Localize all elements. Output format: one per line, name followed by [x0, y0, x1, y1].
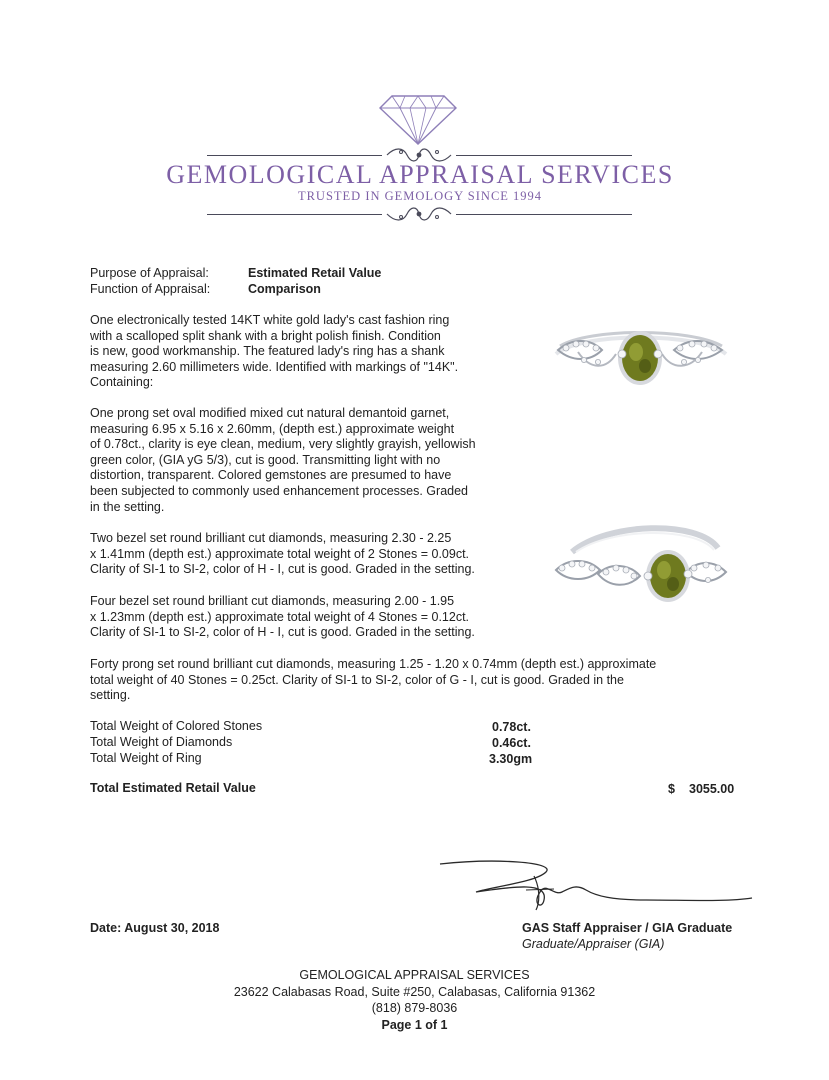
purpose-value: Estimated Retail Value [248, 266, 382, 280]
appraisal-date: Date: August 30, 2018 [90, 921, 220, 935]
flourish-ornament-bottom-icon [383, 204, 455, 224]
company-tagline: TRUSTED IN GEMOLOGY SINCE 1994 [297, 189, 543, 203]
total-retail-value-label: Total Estimated Retail Value [90, 781, 256, 795]
header-top-rule-left [207, 155, 382, 156]
diamonds-weight-value: 0.46ct. [492, 736, 531, 750]
colored-stones-weight-label: Total Weight of Colored Stones [90, 719, 263, 733]
appraiser-signature-icon [436, 856, 754, 916]
currency-symbol: $ [668, 782, 675, 796]
company-title: GEMOLOGICAL APPRAISAL SERVICES [166, 160, 674, 189]
page-number: Page 1 of 1 [381, 1018, 448, 1032]
two-diamonds-description: Two bezel set round brilliant cut diamonds, measuring 2.30 - 2.25 x 1.41mm (depth est.) approximate total weight of 2 Stones = 0.09ct. Clarity of SI-1 to SI-2, color of H - I, cut is good. Graded in the setting. [90, 531, 475, 577]
function-label: Function of Appraisal: [90, 282, 211, 296]
ring-weight-value: 3.30gm [489, 752, 533, 766]
four-diamonds-description: Four bezel set round brilliant cut diamonds, measuring 2.00 - 1.95 x 1.23mm (depth est.) approximate total weight of 4 Stones = 0.12ct. Clarity of SI-1 to SI-2, color of H - I, cut is good. Graded in the setting. [90, 594, 475, 640]
appraiser-subtitle: Graduate/Appraiser (GIA) [522, 937, 665, 951]
footer-company: GEMOLOGICAL APPRAISAL SERVICES [299, 968, 530, 982]
header-bottom-rule-left [207, 214, 382, 215]
garnet-description: One prong set oval modified mixed cut natural demantoid garnet, measuring 6.95 x 5.16 x 2.60mm, (depth est.) approximate weight of 0.78ct., clarity is eye clean, medium, very slightly grayish, yellowish green color, (GIA yG 5/3), cut is good. Transmitting light with no distortion, transparent. Colored gemstones are presumed to have been subjected to commonly used enhancement processes. Graded in the setting. [90, 406, 476, 514]
ring-angled-photo [548, 518, 730, 618]
diamond-logo-icon [378, 92, 458, 146]
ring-description: One electronically tested 14KT white gold lady's cast fashion ring with a scalloped split shank with a bright polish finish. Condition is new, good workmanship. The featured lady's ring has a shank measuring 2.60 millimeters wide. Identified with markings of "14K". Containing: [90, 313, 459, 390]
footer-phone: (818) 879-8036 [371, 1001, 458, 1015]
ring-weight-label: Total Weight of Ring [90, 751, 202, 765]
ring-front-photo [550, 310, 730, 410]
colored-stones-weight-value: 0.78ct. [492, 720, 531, 734]
header-bottom-rule-right [456, 214, 632, 215]
function-value: Comparison [248, 282, 321, 296]
total-retail-value: 3055.00 [689, 782, 735, 796]
purpose-label: Purpose of Appraisal: [90, 266, 209, 280]
forty-diamonds-description: Forty prong set round brilliant cut diamonds, measuring 1.25 - 1.20 x 0.74mm (depth est.) approximate total weight of 40 Stones = 0.25ct. Clarity of SI-1 to SI-2, color of G - I, cut is good. Graded in the setting. [90, 657, 657, 703]
diamonds-weight-label: Total Weight of Diamonds [90, 735, 233, 749]
footer-address: 23622 Calabasas Road, Suite #250, Calabasas, California 91362 [233, 985, 596, 999]
appraiser-title: GAS Staff Appraiser / GIA Graduate [522, 921, 733, 935]
header-top-rule-right [456, 155, 632, 156]
